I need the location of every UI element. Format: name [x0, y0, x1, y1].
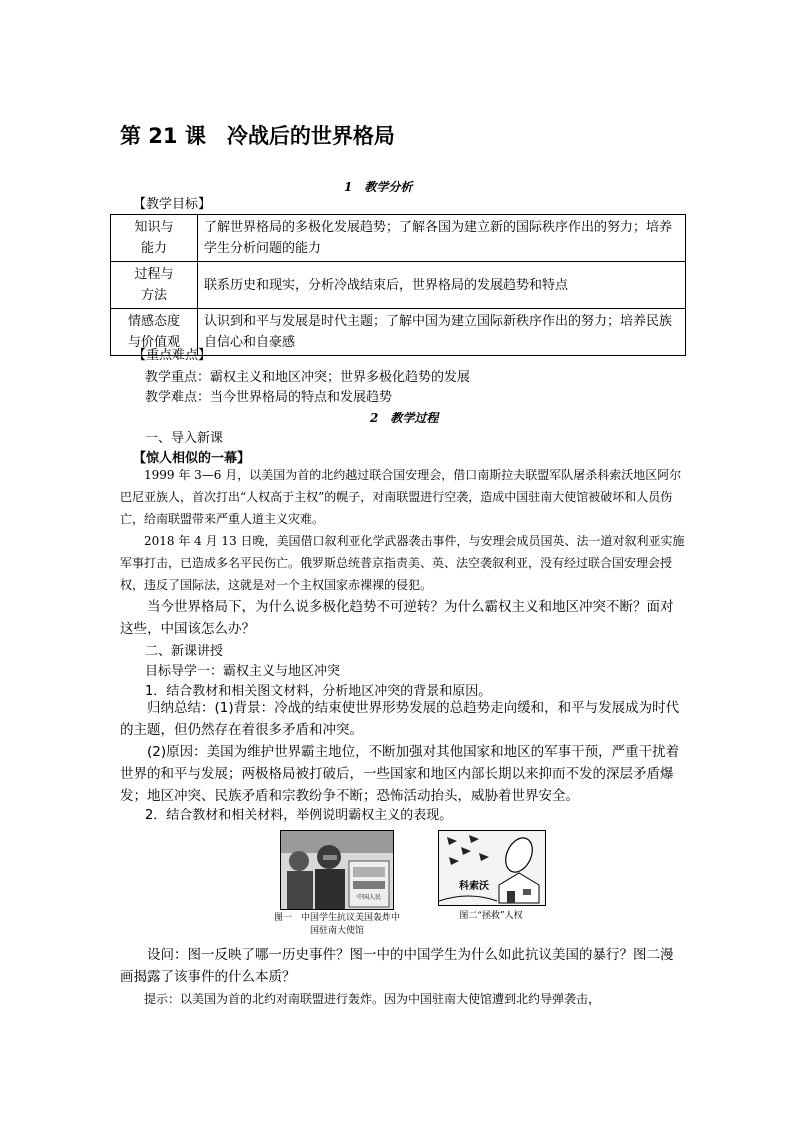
sign-text: 中国人民 — [356, 894, 382, 901]
scene-paragraph-2: 2018 年 4 月 13 日晚，美国借口叙利亚化学武器袭击事件，与安理会成员国英、法一道对叙利亚实施军事打击，已造成多名平民伤亡。俄罗斯总统普京指责美、英、法空袭叙利亚，没有经过联合国安理会授权，违反了国际法，这就是对一个主权国家赤裸裸的侵犯。 — [120, 534, 685, 592]
key-point: 教学重点：霸权主义和地区冲突；世界多极化趋势的发展 — [145, 370, 471, 385]
intro-heading: 一、导入新课 — [145, 431, 224, 446]
intro-question: 当今世界格局下，为什么说多极化趋势不可逆转？为什么霸权主义和地区冲突不断？面对这些，中国该怎么办？ — [120, 599, 674, 637]
new-lesson-heading: 二、新课讲授 — [145, 644, 224, 659]
cartoon-illustration — [439, 831, 545, 905]
row-header-line1: 过程与 — [134, 267, 174, 282]
row-header-line1: 情感态度 — [127, 314, 180, 329]
row-text: 认识到和平与发展是时代主题；了解中国为建立国际新秩序作出的努力；培养民族自信心和自豪感 — [198, 309, 686, 356]
summary-causes: (2)原因：美国为维护世界霸主地位，不断加强对其他国家和地区的军事干预，严重干扰着世界的和平与发展；两极格局被打破后，一些国家和地区内部长期以来抑而不发的深层矛盾爆发；地区冲突、民族矛盾和宗教纷争不断；恐怖活动抬头，威胁着世界安全。 — [120, 744, 680, 804]
difficult-point: 教学难点：当今世界格局的特点和发展趋势 — [145, 390, 393, 405]
scene-heading: 【惊人相似的一幕】 — [133, 451, 251, 466]
scene-paragraph-1: 1999 年 3—6 月，以美国为首的北约越过联合国安理会，借口南斯拉夫联盟军队屠杀科索沃地区阿尔巴尼亚族人，首次打出“人权高于主权”的幌子，对南联盟进行空袭，造成中国驻南大使馆被破坏和人员伤亡，给南联盟带来严重人道主义灾难。 — [120, 468, 682, 526]
task-item-1: 1．结合教材和相关图文材料，分析地区冲突的背景和原因。 — [145, 684, 492, 699]
protest-photo — [280, 830, 394, 910]
cartoon-label: 科索沃 — [459, 881, 489, 892]
row-header-line1: 知识与 — [134, 220, 174, 235]
section-heading-process: 2 教学过程 — [370, 411, 439, 425]
row-header-line2: 方法 — [140, 288, 167, 303]
cartoon-image — [438, 830, 546, 906]
figure-2-caption: 图二“拯救”人权 — [459, 911, 523, 921]
row-text: 了解世界格局的多极化发展趋势；了解各国为建立新的国际秩序作出的努力；培养学生分析问题的能力 — [198, 215, 686, 262]
summary-background: 归纳总结：(1)背景：冷战的结束使世界形势发展的总趋势走向缓和，和平与发展成为时代的主题，但仍然存在着很多矛盾和冲突。 — [120, 700, 680, 738]
task-item-2: 2．结合教材和相关材料，举例说明霸权主义的表现。 — [145, 808, 453, 823]
figure-1-caption: 图一 中国学生抗议美国轰炸中国驻南大使馆 — [274, 913, 401, 936]
table-row — [111, 262, 686, 309]
objectives-heading: 【教学目标】 — [133, 197, 212, 212]
row-text: 联系历史和现实，分析冷战结束后，世界格局的发展趋势和特点 — [198, 262, 686, 309]
table-row — [111, 215, 686, 262]
goal-heading: 目标导学一：霸权主义与地区冲突 — [145, 664, 341, 679]
row-header-line2: 能力 — [140, 241, 167, 256]
objectives-table — [110, 214, 686, 356]
protest-photo-illustration — [281, 831, 393, 909]
answer-hint: 提示：以美国为首的北约对南联盟进行轰炸。因为中国驻南大使馆遭到北约导弹袭击， — [144, 992, 601, 1006]
key-difficult-heading: 【重点难点】 — [133, 348, 212, 363]
row-header-line2: 与价值观 — [127, 335, 180, 350]
figure-question: 设问：图一反映了哪一历史事件？图一中的中国学生为什么如此抗议美国的暴行？图二漫画揭露了该事件的什么本质？ — [120, 947, 674, 985]
section-heading-analysis: 1 教学分析 — [344, 180, 413, 194]
page-title: 第 21 课 冷战后的世界格局 — [120, 124, 395, 148]
